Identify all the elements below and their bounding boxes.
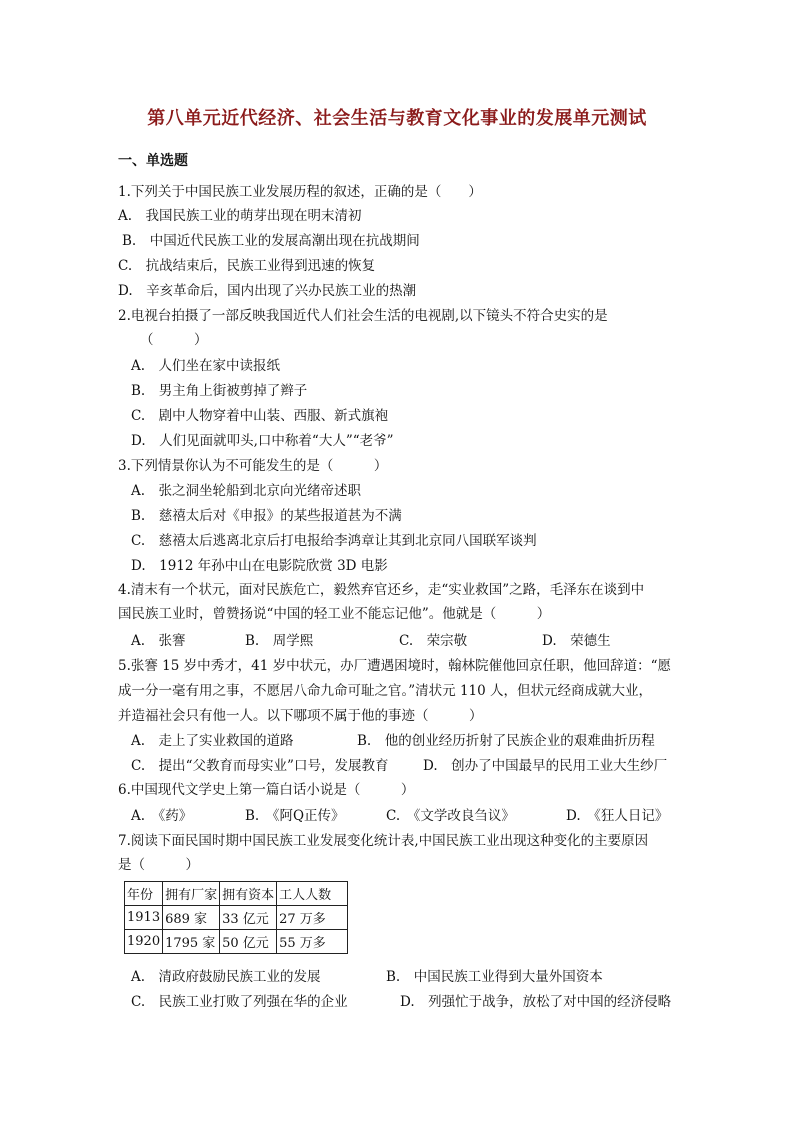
question-5-option-b: B. 他的创业经历折射了民族企业的艰难曲折历程 <box>357 733 655 749</box>
question-1-option-b: B. 中国近代民族工业的发展高潮出现在抗战期间 <box>122 233 420 249</box>
question-7-option-c: C. 民族工业打败了列强在华的企业 <box>131 994 348 1010</box>
table-header-cell: 工人人数 <box>277 882 348 906</box>
question-4-option-b: B. 周学熙 <box>245 633 314 649</box>
question-6-option-c: C. 《文学改良刍议》 <box>386 808 515 824</box>
question-4-option-d: D. 荣德生 <box>542 633 611 649</box>
question-1-option-c: C. 抗战结束后，民族工业得到迅速的恢复 <box>118 258 376 274</box>
question-5-stem-line-3: 并造福社会只有他一人。以下哪项不属于他的事迹（ ） <box>118 708 483 724</box>
industry-stats-table <box>124 881 348 954</box>
question-5-option-a: A. 走上了实业救国的道路 <box>131 733 294 749</box>
question-5-stem-line-1: 5.张謇 15 岁中秀才，41 岁中状元，办厂遭遇困境时，翰林院催他回京任职，他回辞道：“愿 <box>118 658 672 674</box>
question-4-stem-line-1: 4.清末有一个状元，面对民族危亡，毅然弃官还乡，走“实业救国”之路，毛泽东在谈到中 <box>118 582 645 598</box>
table-row <box>125 906 348 930</box>
question-2-option-a: A. 人们坐在家中读报纸 <box>131 358 281 374</box>
question-4-option-a: A. 张謇 <box>131 633 186 649</box>
question-6-option-b: B. 《阿Q正传》 <box>245 808 345 824</box>
table-cell: 689 家 <box>163 906 220 930</box>
question-6-option-a: A. 《药》 <box>131 808 193 824</box>
question-7-option-b: B. 中国民族工业得到大量外国资本 <box>386 969 603 985</box>
question-2-option-d: D. 人们见面就叩头,口中称着“大人”“老爷” <box>131 433 394 449</box>
question-3-option-d: D. 1912 年孙中山在电影院欣赏 3D 电影 <box>131 558 388 574</box>
table-cell: 50 亿元 <box>220 930 277 954</box>
question-7-stem-line-2: 是（ ） <box>118 857 199 873</box>
question-1-option-a: A. 我国民族工业的萌芽出现在明末清初 <box>118 208 362 224</box>
section-heading: 一、单选题 <box>118 153 188 169</box>
table-header-cell: 年份 <box>125 882 163 906</box>
table-row <box>125 930 348 954</box>
table-cell: 27 万多 <box>277 906 348 930</box>
question-7-option-d: D. 列强忙于战争，放松了对中国的经济侵略 <box>400 994 672 1010</box>
page-title: 第八单元近代经济、社会生活与教育文化事业的发展单元测试 <box>147 108 647 129</box>
question-5-option-c: C. 提出“父教育而母实业”口号，发展教育 <box>131 758 389 774</box>
table-cell: 1913 <box>125 906 163 930</box>
table-header-cell: 拥有资本 <box>220 882 277 906</box>
question-2-option-c: C. 剧中人物穿着中山装、西服、新式旗袍 <box>131 408 389 424</box>
question-3-option-c: C. 慈禧太后逃离北京后打电报给李鸿章让其到北京同八国联军谈判 <box>131 533 537 549</box>
table-cell: 55 万多 <box>277 930 348 954</box>
question-6-stem: 6.中国现代文学史上第一篇白话小说是（ ） <box>118 782 415 798</box>
question-2-stem: 2.电视台拍摄了一部反映我国近代人们社会生活的电视剧,以下镜头不符合史实的是 <box>118 308 608 324</box>
question-3-option-a: A. 张之洞坐轮船到北京向光绪帝述职 <box>131 483 362 499</box>
question-3-stem: 3.下列情景你认为不可能发生的是（ ） <box>118 458 388 474</box>
table-cell: 33 亿元 <box>220 906 277 930</box>
question-4-stem-line-2: 国民族工业时，曾赞扬说“中国的轻工业不能忘记他”。他就是（ ） <box>118 606 551 622</box>
question-5-stem-line-2: 成一分一毫有用之事，不愿居八命九命可耻之官。”清状元 110 人，但状元经商成就大业， <box>118 683 653 699</box>
table-cell: 1920 <box>125 930 163 954</box>
question-5-option-d: D. 创办了中国最早的民用工业大生纱厂 <box>423 758 668 774</box>
question-2-blank: （ ） <box>140 332 208 348</box>
question-2-option-b: B. 男主角上街被剪掉了辫子 <box>131 383 308 399</box>
question-6-option-d: D. 《狂人日记》 <box>566 808 669 824</box>
question-3-option-b: B. 慈禧太后对《申报》的某些报道甚为不满 <box>131 508 402 524</box>
table-header-cell: 拥有厂家 <box>163 882 220 906</box>
question-7-stem-line-1: 7.阅读下面民国时期中国民族工业发展变化统计表,中国民族工业出现这种变化的主要原因 <box>118 833 649 849</box>
table-header-row <box>125 882 348 906</box>
question-4-option-c: C. 荣宗敬 <box>399 633 468 649</box>
question-1-option-d: D. 辛亥革命后，国内出现了兴办民族工业的热潮 <box>118 283 417 299</box>
question-7-option-a: A. 清政府鼓励民族工业的发展 <box>131 969 321 985</box>
table-cell: 1795 家 <box>163 930 220 954</box>
question-1-stem: 1.下列关于中国民族工业发展历程的叙述，正确的是（ ） <box>118 184 482 200</box>
